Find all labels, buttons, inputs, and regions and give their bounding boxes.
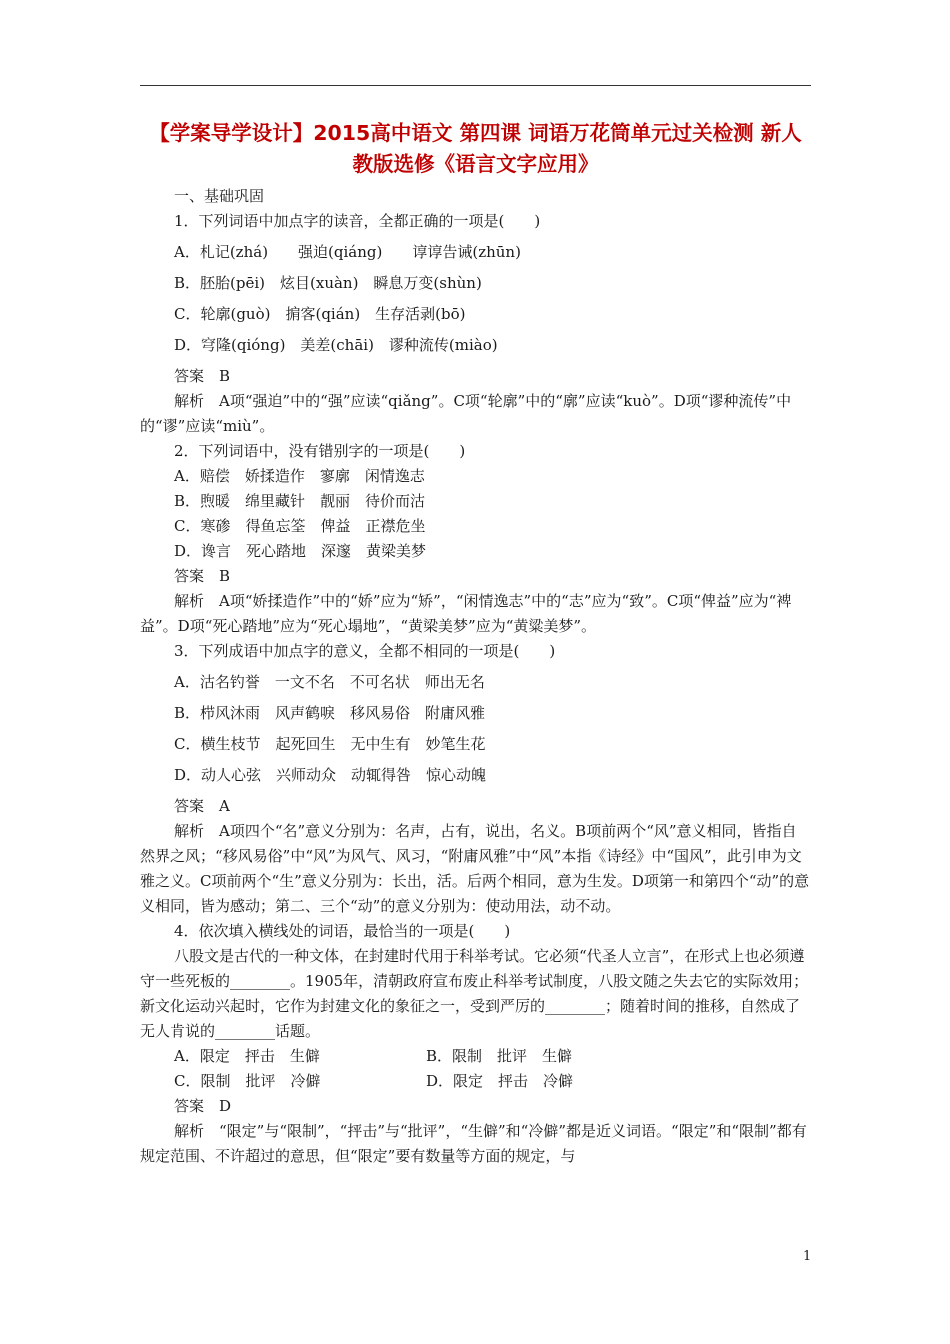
q4-answer: 答案 D: [174, 1097, 232, 1115]
q1-stem: 1．下列词语中加点字的读音，全都正确的一项是( ): [174, 212, 541, 230]
q2-option-c: C．寒碜 得鱼忘筌 俾益 正襟危坐: [174, 517, 426, 535]
q4-passage: 八股文是古代的一种文体，在封建时代用于科举考试。它必须“代圣人立言”，在形式上也必须遵守一些死板的________。1905年，清朝政府宣布废止科举考试制度，八股文随之失去它的实际效用；新文化运动兴起时，它作为封建文化的象征之一，受到严厉的________；随着时间的推移，自然成了无人肯说的________话题。: [140, 947, 809, 1040]
section-heading: 一、基础巩固: [174, 187, 265, 205]
q3-stem: 3．下列成语中加点字的意义，全都不相同的一项是( ): [174, 642, 556, 660]
q1-option-d: D．穹隆(qióng) 美差(chāi) 谬种流传(miào): [174, 336, 498, 354]
q4-analysis: 解析 “限定”与“限制”，“抨击”与“批评”，“生僻”和“冷僻”都是近义词语。“限定”和“限制”都有规定范围、不许超过的意思，但“限定”要有数量等方面的规定，与: [140, 1122, 807, 1165]
q2-answer: 答案 B: [174, 567, 231, 585]
q4-stem: 4．依次填入横线处的词语，最恰当的一项是( ): [174, 922, 511, 940]
q4-option-d: D．限定 抨击 冷僻: [426, 1072, 574, 1090]
q1-option-a: A．札记(zhá) 强迫(qiáng) 谆谆告诫(zhūn): [174, 243, 521, 261]
q1-analysis: 解析 A项“强迫”中的“强”应读“qiǎng”。C项“轮廓”中的“廓”应读“kuò”。D项“谬种流传”中的“谬”应读“miù”。: [140, 392, 792, 435]
q1-answer: 答案 B: [174, 367, 231, 385]
q3-option-c: C．横生枝节 起死回生 无中生有 妙笔生花: [174, 735, 486, 753]
q1-option-c: C．轮廓(guò) 掮客(qián) 生存活剥(bō): [174, 305, 466, 323]
document-title: 【学案导学设计】2015高中语文 第四课 词语万花筒单元过关检测 新人教版选修《语言文字应用》: [149, 121, 802, 176]
q4-options-row-1: [140, 1044, 811, 1069]
q3-option-a: A．沽名钓誉 一文不名 不可名状 师出无名: [174, 673, 485, 691]
q2-analysis: 解析 A项“娇揉造作”中的“娇”应为“矫”，“闲情逸志”中的“志”应为“致”。C项“俾益”应为“裨益”。D项“死心踏地”应为“死心塌地”，“黄梁美梦”应为“黄粱美梦”。: [140, 592, 792, 635]
q4-option-c: C．限制 批评 冷僻: [174, 1072, 321, 1090]
document-body: [140, 184, 811, 1169]
q3-option-b: B．栉风沐雨 风声鹤唳 移风易俗 附庸风雅: [174, 704, 486, 722]
q3-analysis: 解析 A项四个“名”意义分别为：名声，占有，说出，名义。B项前两个“风”意义相同，皆指自然界之风；“移风易俗”中“风”为风气、风习，“附庸风雅”中“风”本指《诗经》中“国风”，此引申为文雅之义。C项前两个“生”意义分别为：长出，活。后两个相同，意为生发。D项第一和第四个“动”的意义相同，皆为感动；第二、三个“动”的意义分别为：使动用法，动不动。: [140, 822, 810, 915]
q3-option-d: D．动人心弦 兴师动众 动辄得咎 惊心动魄: [174, 766, 487, 784]
q4-options-row-2: [140, 1069, 811, 1094]
q2-option-b: B．煦暖 绵里藏针 靓丽 待价而沽: [174, 492, 426, 510]
q4-option-a: A．限定 抨击 生僻: [174, 1047, 320, 1065]
q4-option-b: B．限制 批评 生僻: [426, 1047, 573, 1065]
q2-option-a: A．赔偿 娇揉造作 寥廓 闲情逸志: [174, 467, 425, 485]
q2-option-d: D．谗言 死心踏地 深邃 黄梁美梦: [174, 542, 427, 560]
page-number: 1: [803, 1249, 812, 1264]
q1-option-b: B．胚胎(pēi) 炫目(xuàn) 瞬息万变(shùn): [174, 274, 482, 292]
header-rule: [140, 85, 811, 86]
q3-answer: 答案 A: [174, 797, 230, 815]
q2-stem: 2．下列词语中，没有错别字的一项是( ): [174, 442, 466, 460]
